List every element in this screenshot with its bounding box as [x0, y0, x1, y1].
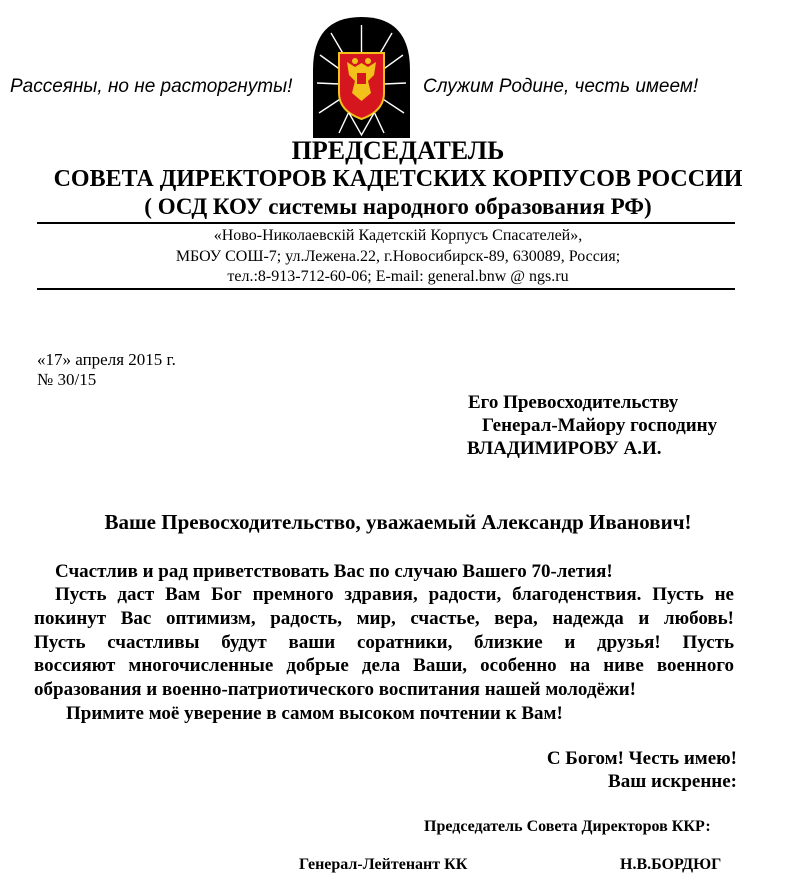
- body-line-2: Пусть даст Вам Бог премного здравия, радости, благоденствия. Пусть не: [55, 584, 734, 605]
- closing-line-2: Ваш искренне:: [608, 771, 737, 792]
- address-line-3: тел.:8-913-712-60-06; E-mail: general.bnw @ ngs.ru: [227, 268, 569, 285]
- body-line-7: Примите моё уверение в самом высоком почтении к Вам!: [66, 703, 563, 724]
- letter-date: «17» апреля 2015 г.: [37, 350, 176, 369]
- letter-number: № 30/15: [37, 370, 97, 389]
- address-line-2: МБОУ СОШ-7; ул.Лежена.22, г.Новосибирск-89, 630089, Россия;: [175, 248, 621, 265]
- recipient-line-3: ВЛАДИМИРОВУ А.И.: [467, 438, 662, 459]
- body-line-5: воссияют многочисленные добрые дела Ваши, особенно на ниве военного: [34, 655, 734, 676]
- signature-rank: Генерал-Лейтенант КК: [299, 856, 468, 873]
- title-council: СОВЕТА ДИРЕКТОРОВ КАДЕТСКИХ КОРПУСОВ РОССИИ: [53, 166, 743, 192]
- title-organization: ( ОСД КОУ системы народного образования РФ): [144, 194, 652, 219]
- motto-left: Рассеяны, но не расторгнуты!: [10, 76, 293, 97]
- salutation: Ваше Превосходительство, уважаемый Александр Иванович!: [104, 510, 692, 534]
- body-line-6: образования и военно-патриотического воспитания нашей молодёжи!: [34, 679, 636, 700]
- address-line-1: «Ново-Николаевскій Кадетскій Корпусъ Спасателей»,: [213, 227, 583, 244]
- body-line-4: Пусть счастливы будут ваши соратники, близкие и друзья! Пусть: [34, 632, 734, 653]
- cadet-corps-emblem-icon: [311, 15, 412, 140]
- signature-position: Председатель Совета Директоров ККР:: [424, 818, 711, 835]
- title-chairman: ПРЕДСЕДАТЕЛЬ: [291, 136, 505, 165]
- closing-line-1: С Богом! Честь имею!: [546, 748, 737, 769]
- header-divider-top: [37, 222, 735, 224]
- header-divider-bottom: [37, 288, 735, 290]
- body-line-3: покинут Вас оптимизм, радость, мир, счастье, вера, надежда и любовь!: [34, 608, 734, 629]
- signature-name: Н.В.БОРДЮГ: [620, 856, 722, 873]
- recipient-line-2: Генерал-Майору господину: [482, 415, 718, 436]
- motto-right: Служим Родине, честь имеем!: [423, 76, 699, 97]
- body-line-1: Счастлив и рад приветствовать Вас по случаю Вашего 70-летия!: [55, 561, 613, 582]
- recipient-line-1: Его Превосходительству: [468, 392, 679, 413]
